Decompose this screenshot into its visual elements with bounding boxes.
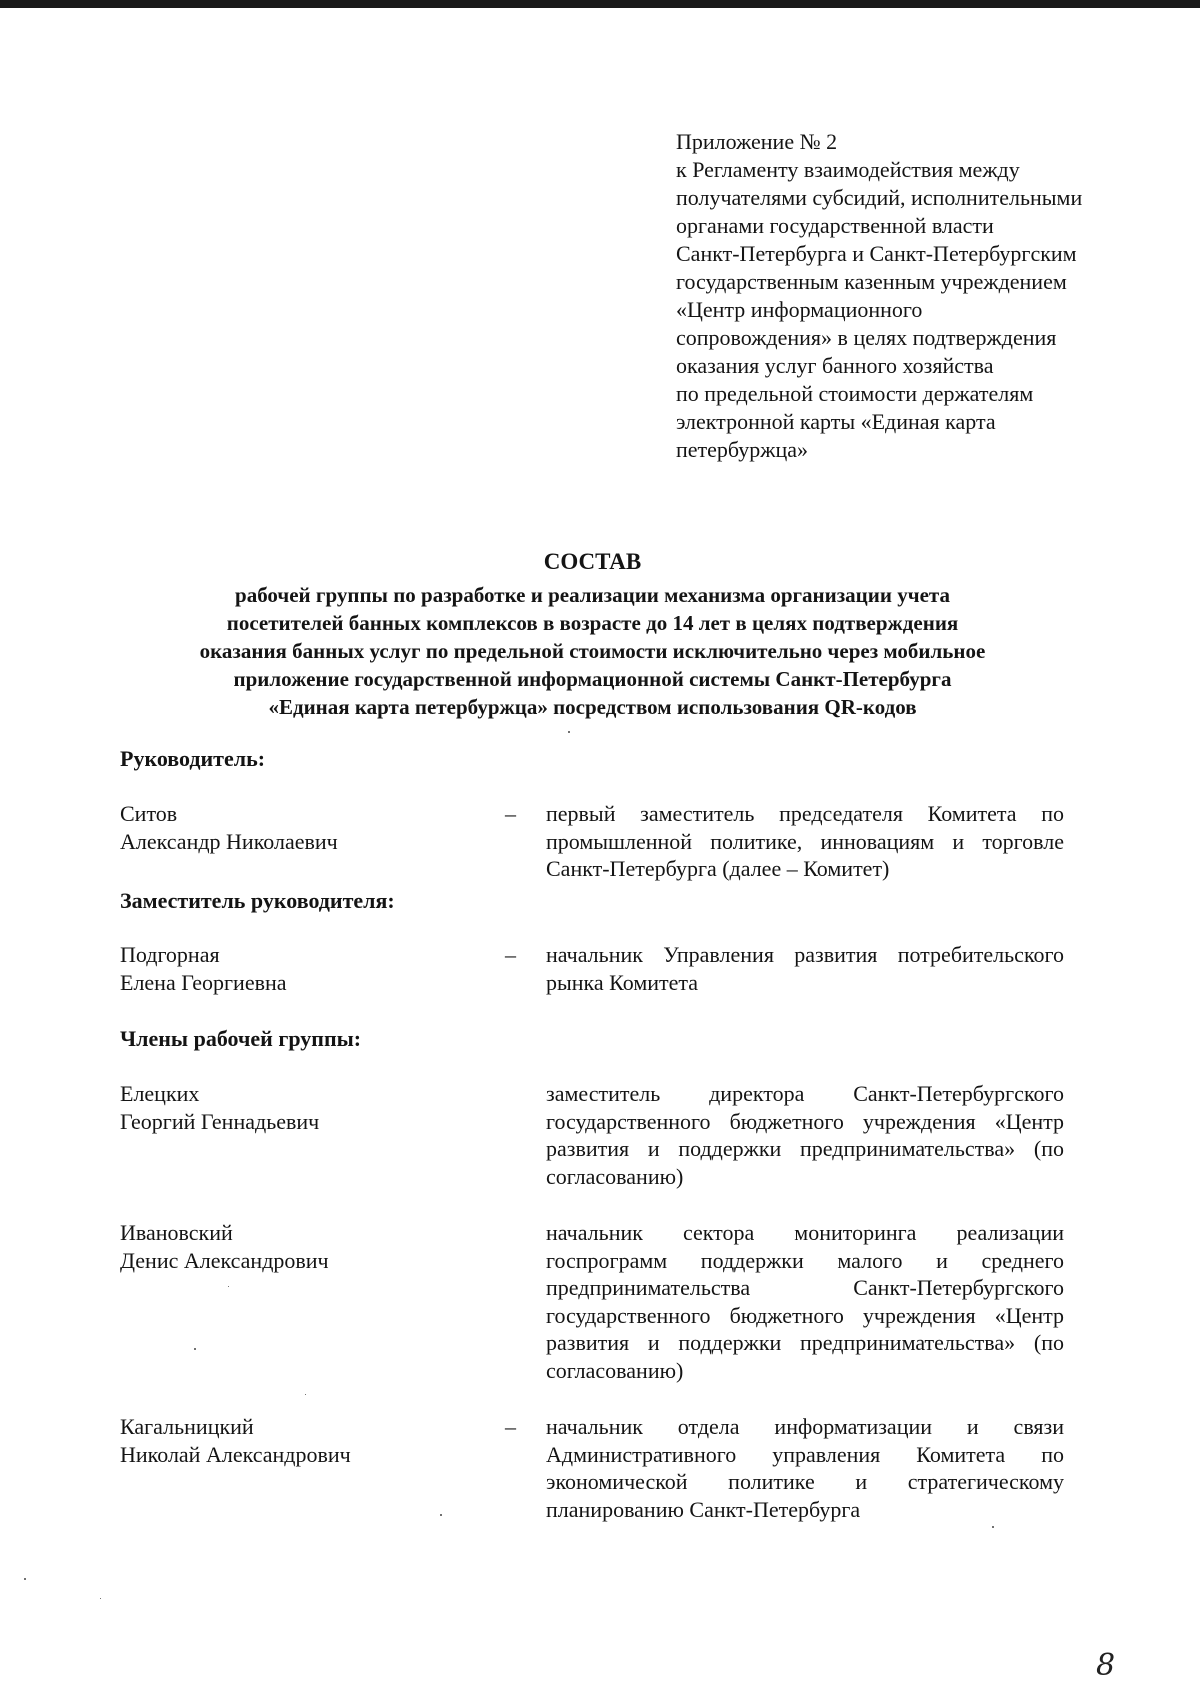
member-given-names: Денис Александрович — [120, 1248, 329, 1273]
subtitle-line: оказания банных услуг по предельной стоимости исключительно через мобильное — [199, 639, 986, 663]
member-position: начальник сектора мониторинга реализации госпрограмм поддержки малого и среднего предпринимательства Санкт-Петербургского государственного бюджетного учреждения «Центр развития и поддержки предпринимательства» (по согласованию) — [546, 1220, 1064, 1383]
document-title: СОСТАВ — [543, 549, 642, 574]
member-dash: – — [505, 942, 516, 967]
member-position: начальник Управления развития потребительского рынка Комитета — [546, 942, 1064, 995]
member-entry — [120, 1219, 1064, 1389]
header-line: к Регламенту взаимодействия между — [676, 157, 1020, 182]
scan-speck — [440, 1514, 442, 1516]
member-name — [120, 1080, 319, 1136]
member-position: заместитель директора Санкт-Петербургского государственного бюджетного учреждения «Центр развития и поддержки предпринимательства» (по согласованию) — [546, 1081, 1064, 1189]
member-surname: Ситов — [120, 801, 178, 826]
header-line: петербуржца» — [676, 437, 809, 462]
header-line: государственным казенным учреждением — [676, 269, 1067, 294]
member-surname: Елецких — [120, 1081, 200, 1106]
header-line: Приложение № 2 — [676, 129, 838, 154]
member-entry — [120, 941, 1064, 1001]
scan-speck — [24, 1578, 26, 1580]
member-position: первый заместитель председателя Комитета по промышленной политике, инновациям и торговле Санкт-Петербурга (далее – Комитет) — [546, 801, 1064, 882]
scan-speck — [100, 1598, 101, 1599]
header-line: по предельной стоимости держателям — [676, 381, 1034, 406]
subtitle-line: рабочей группы по разработке и реализации механизма организации учета — [235, 583, 950, 607]
appendix-header — [676, 128, 1176, 464]
member-given-names: Елена Георгиевна — [120, 970, 287, 995]
header-line: получателями субсидий, исполнительными — [676, 185, 1083, 210]
member-entry — [120, 1413, 1064, 1528]
section-heading-members: Члены рабочей группы: — [120, 1026, 362, 1051]
header-line: органами государственной власти — [676, 213, 994, 238]
member-dash: – — [505, 801, 516, 826]
header-line: Санкт-Петербурга и Санкт-Петербургским — [676, 241, 1077, 266]
member-entry — [120, 1080, 1064, 1195]
scan-speck — [568, 731, 570, 733]
section-heading-head: Руководитель: — [120, 746, 266, 771]
handwritten-page-number: 8 — [1096, 1648, 1116, 1683]
member-surname: Подгорная — [120, 942, 220, 967]
header-line: сопровождения» в целях подтверждения — [676, 325, 1057, 350]
member-given-names: Николай Александрович — [120, 1442, 351, 1467]
member-given-names: Георгий Геннадьевич — [120, 1109, 320, 1134]
document-title-block — [100, 547, 1085, 721]
member-given-names: Александр Николаевич — [120, 829, 338, 854]
member-dash: – — [505, 1414, 516, 1439]
member-name — [120, 941, 287, 997]
scan-top-border — [0, 0, 1200, 8]
scan-speck — [992, 1526, 994, 1528]
scan-speck — [305, 1394, 306, 1395]
member-surname: Ивановский — [120, 1220, 233, 1245]
member-surname: Кагальницкий — [120, 1414, 254, 1439]
subtitle-line: посетителей банных комплексов в возрасте до 14 лет в целях подтверждения — [226, 611, 959, 635]
scan-speck — [228, 1286, 229, 1287]
section-heading-deputy: Заместитель руководителя: — [120, 888, 395, 913]
member-name — [120, 1413, 351, 1469]
header-line: «Центр информационного — [676, 297, 923, 322]
scan-speck — [194, 1348, 196, 1350]
subtitle-line: «Единая карта петербуржца» посредством использования QR-кодов — [268, 695, 917, 719]
member-name — [120, 800, 338, 856]
member-position: начальник отдела информатизации и связи Административного управления Комитета по экономической политике и стратегическому планированию Санкт-Петербурга — [546, 1414, 1064, 1522]
member-name — [120, 1219, 329, 1275]
header-line: оказания услуг банного хозяйства — [676, 353, 994, 378]
header-line: электронной карты «Единая карта — [676, 409, 996, 434]
subtitle-line: приложение государственной информационной системы Санкт-Петербурга — [233, 667, 952, 691]
member-entry — [120, 800, 1064, 890]
